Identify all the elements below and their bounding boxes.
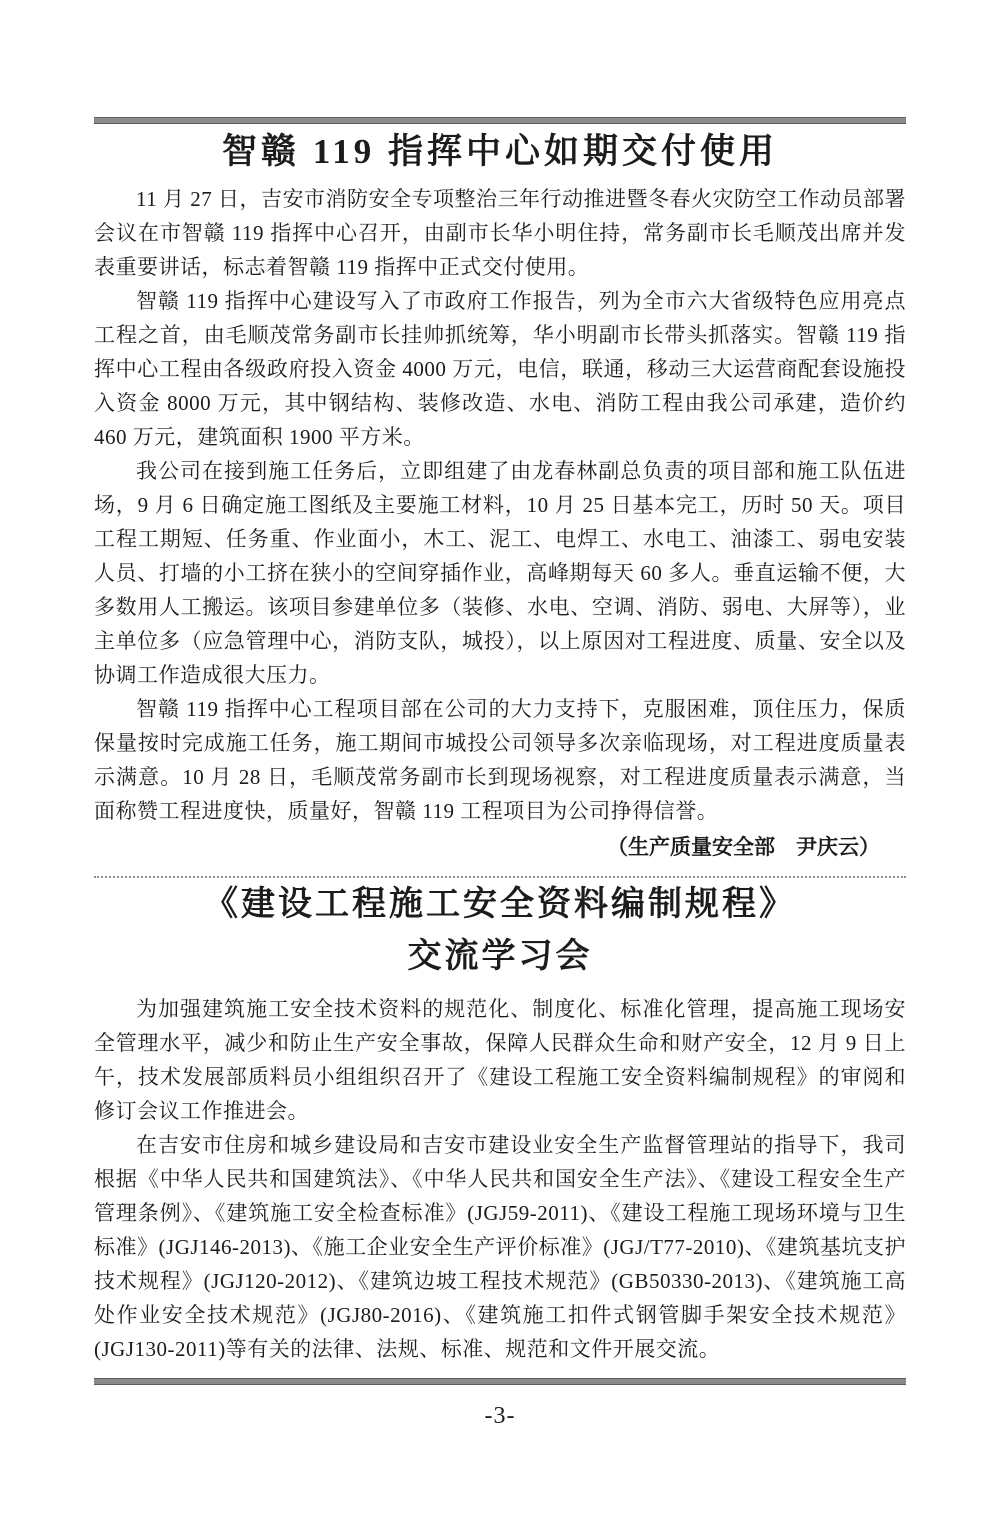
article-2 (94, 880, 906, 1366)
article-1-paragraph-3: 我公司在接到施工任务后，立即组建了由龙春林副总负责的项目部和施工队伍进场，9 月 6 日确定施工图纸及主要施工材料，10 月 25 日基本完工，历时 50 天。项目工程工期短、任务重、作业面小，木工、泥工、电焊工、水电工、油漆工、弱电安装人员、打墙的小工挤在狭小的空间穿插作业，高峰期每天 60 多人。垂直运输不便，大多数用人工搬运。该项目参建单位多（装修、水电、空调、消防、弱电、大屏等），业主单位多（应急管理中心，消防支队，城投），以上原因对工程进度、质量、安全以及协调工作造成很大压力。 (94, 459, 906, 687)
article-2-title-block (94, 880, 906, 982)
article-1-byline: （生产质量安全部 尹庆云） (607, 835, 880, 859)
article-2-title-line-1: 《建设工程施工安全资料编制规程》 (204, 886, 796, 923)
top-rule (94, 117, 906, 124)
article-1-paragraph-1: 11 月 27 日，吉安市消防安全专项整治三年行动推进暨冬春火灾防空工作动员部署会议在市智赣 119 指挥中心召开，由副市长华小明住持，常务副市长毛顺茂出席并发表重要讲话，标志着智赣 119 指挥中正式交付使用。 (94, 187, 906, 279)
article-1-paragraph-2: 智赣 119 指挥中心建设写入了市政府工作报告，列为全市六大省级特色应用亮点工程之首，由毛顺茂常务副市长挂帅抓统筹，华小明副市长带头抓落实。智赣 119 指挥中心工程由各级政府投入资金 4000 万元，电信，联通，移动三大运营商配套设施投入资金 8000 万元，其中钢结构、装修改造、水电、消防工程由我公司承建，造价约 460 万元，建筑面积 1900 平方米。 (94, 289, 906, 449)
article-2-title-line-2: 交流学习会 (407, 938, 593, 975)
section-divider (94, 876, 906, 878)
article-1 (94, 128, 906, 864)
page-number: -3- (484, 1403, 516, 1429)
article-1-paragraph-4: 智赣 119 指挥中心工程项目部在公司的大力支持下，克服困难，顶住压力，保质保量按时完成施工任务，施工期间市城投公司领导多次亲临现场，对工程进度质量表示满意。10 月 28 日，毛顺茂常务副市长到现场视察，对工程进度质量表示满意，当面称赞工程进度快，质量好，智赣 119 工程项目为公司挣得信誉。 (94, 697, 906, 823)
article-1-title: 智赣 119 指挥中心如期交付使用 (221, 132, 779, 171)
article-2-paragraph-2: 在吉安市住房和城乡建设局和吉安市建设业安全生产监督管理站的指导下，我司根据《中华人民共和国建筑法》、《中华人民共和国安全生产法》、《建设工程安全生产管理条例》、《建筑施工安全检查标准》(JGJ59-2011)、《建设工程施工现场环境与卫生标准》(JGJ146-2013)、《施工企业安全生产评价标准》(JGJ/T77-2010)、《建筑基坑支护技术规程》(JGJ120-2012)、《建筑边坡工程技术规范》(GB50330-2013)、《建筑施工高处作业安全技术规范》(JGJ80-2016)、《建筑施工扣件式钢管脚手架安全技术规范》(JGJ130-2011)等有关的法律、法规、标准、规范和文件开展交流。 (94, 1133, 906, 1361)
article-2-paragraph-1: 为加强建筑施工安全技术资料的规范化、制度化、标准化管理，提高施工现场安全管理水平，减少和防止生产安全事故，保障人民群众生命和财产安全，12 月 9 日上午，技术发展部质料员小组组织召开了《建设工程施工安全资料编制规程》的审阅和修订会议工作推进会。 (94, 997, 906, 1123)
document-page (0, 117, 1000, 1531)
bottom-rule (94, 1378, 906, 1385)
